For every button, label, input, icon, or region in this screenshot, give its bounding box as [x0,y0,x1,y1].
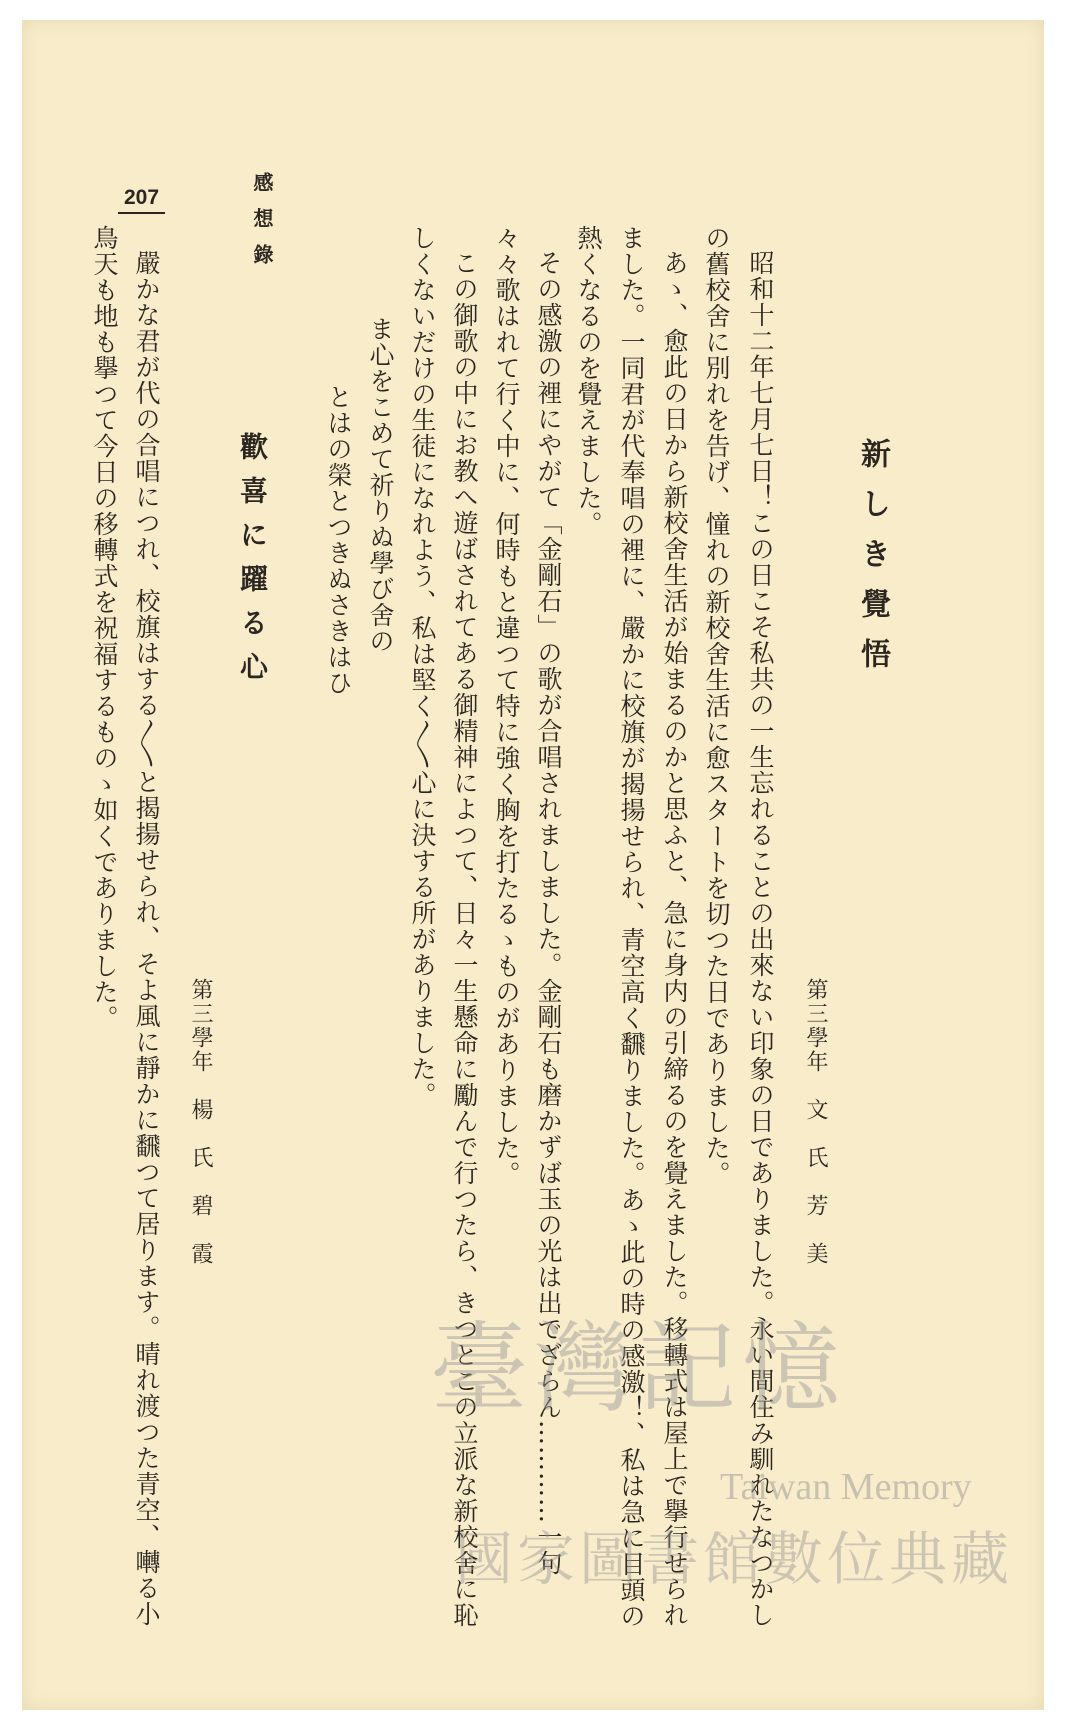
article1-line: ました。一同君が代奉唱の裡に、嚴かに校旗が揭揚せられ、青空高く飜りました。あゝ此の時の感激！、私は急に目頭の [617,225,646,1629]
watermark-logo-text: 臺灣記憶 [430,1312,847,1426]
article2-author: 第三學年 楊 氏 碧 霞 [188,978,213,1266]
article1-poem-line: とはの榮とつきぬさきはひ [324,384,353,696]
article1-line: しくないだけの生徒になれよう、私は堅く〳〵心に決する所がありました。 [408,225,437,1108]
page-number: 207 [118,186,165,214]
watermark-organization: 國家圖書館數位典藏 [455,1527,1014,1592]
article1-title: 新しき覺悟 [855,438,890,688]
article2-line: 嚴かな君が代の合唱につれ、校旗はする〳〵と揭揚せられ、そよ風に靜かに飜つて居ります。晴れ渡つた青空、囀る小 [132,250,161,1627]
article1-line: あゝ、愈此の日から新校舍生活が始まるのかと思ふと、急に身内の引締るのを覺えました。移轉式は屋上で擧行せられ [660,250,689,1628]
article1-line: その感激の裡にやがて「金剛石」の歌が合唱されましました。金剛石も磨かずば玉の光は出でざらん…………一句 [534,250,563,1576]
article1-line: の舊校舍に別れを告げ、憧れの新校舍生活に愈スタートを切つた日でありました。 [702,225,731,1187]
article1-line: 々々歌はれて行く中に、何時もと違つて特に強く胸を打たるゝものがありました。 [492,225,521,1187]
article2-line: 鳥天も地も擧つて今日の移轉式を祝福するものゝ如くでありました。 [90,225,119,1031]
article1-line: 昭和十二年七月七日！この日こそ私共の一生忘れることの出來ない印象の日でありました。永い間住み馴れたなつかし [746,250,775,1628]
section-title: 感想錄 [250,172,274,280]
article1-author: 第三學年 文 氏 芳 美 [803,978,828,1266]
article1-line: この御歌の中にお教へ遊ばされてある御精神によつて、日々一生懸命に勵んで行つたら、きつとこの立派な新校舍に恥 [450,250,479,1628]
article1-poem-line: ま心をこめて祈りぬ學び舍の [366,316,395,654]
article2-title: 歡喜に躍る心 [236,432,269,696]
article1-line: 熱くなるのを覺えました。 [574,225,603,537]
watermark-english: Taiwan Memory [720,1466,972,1508]
